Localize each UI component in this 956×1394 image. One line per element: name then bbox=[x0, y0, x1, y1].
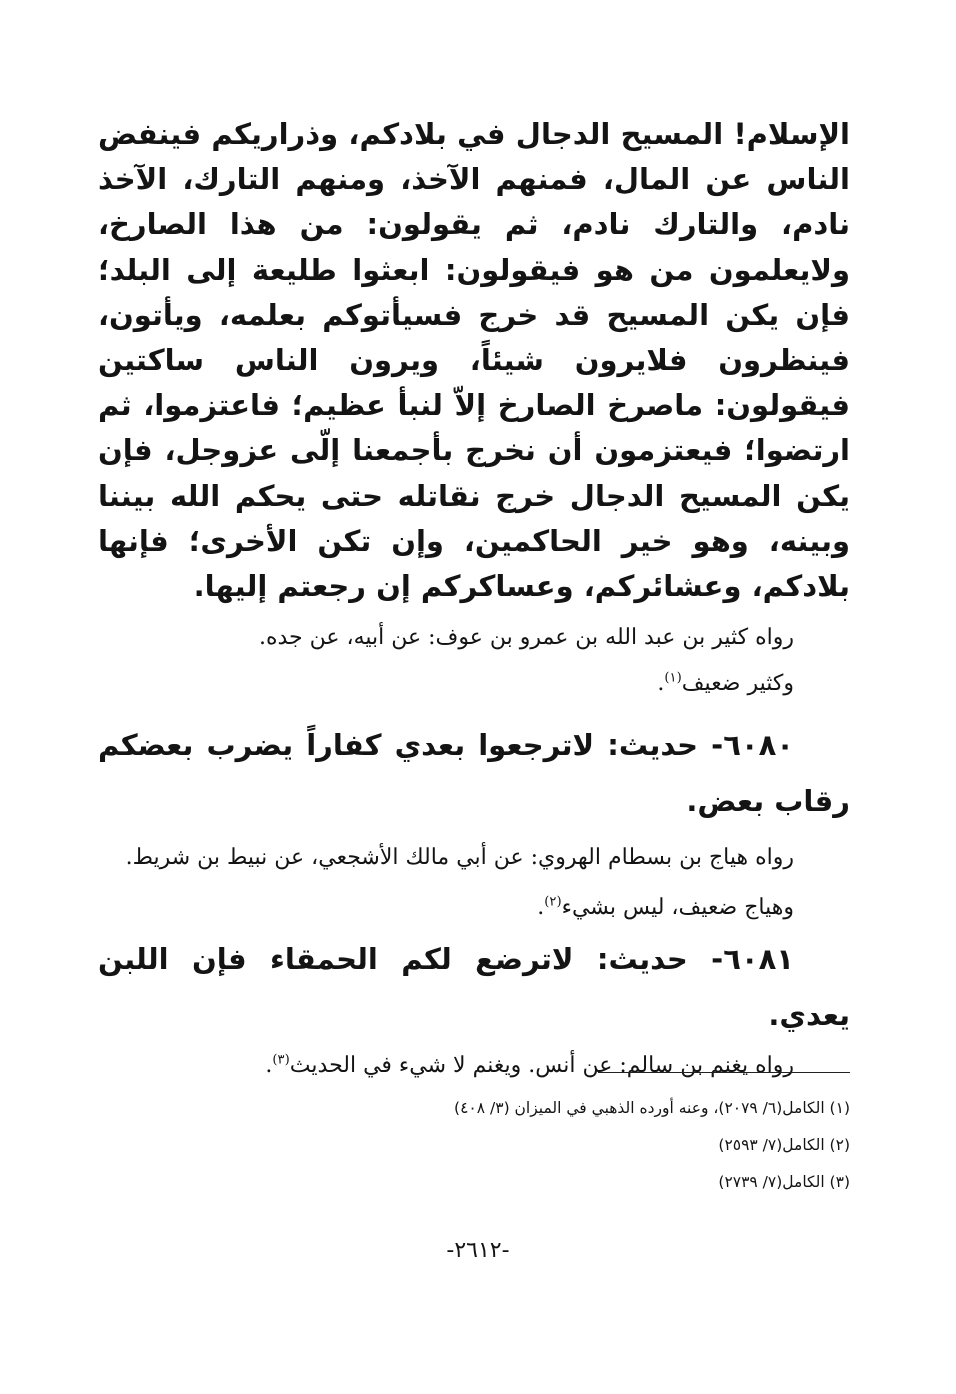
footnote-1: (١) الكامل(٦/ ٢٠٧٩)، وعنه أورده الذهبي في الميزان (٣/ ٤٠٨) bbox=[454, 1099, 850, 1117]
grading-2-end: . bbox=[537, 895, 545, 921]
grading-1-end: . bbox=[657, 671, 665, 697]
hadith-6080: ٦٠٨٠- حديث: لاترجعوا بعدي كفاراً يضرب بعضكم رقاب بعض. bbox=[98, 728, 850, 819]
footnotes bbox=[350, 1090, 850, 1201]
narration-1: رواه كثير بن عبد الله بن عمرو بن عوف: عن أبيه، عن جده. bbox=[258, 625, 794, 651]
footnote-ref-1: (١) bbox=[664, 670, 682, 686]
grading-2 bbox=[98, 885, 850, 931]
page-number: -٢٦١٢- bbox=[446, 1238, 510, 1263]
footnote-3: (٣) الكامل(٧/ ٢٧٣٩) bbox=[718, 1173, 850, 1191]
narration-2: رواه هياج بن بسطام الهروي: عن أبي مالك الأشجعي، عن نبيط بن شريط. bbox=[125, 845, 794, 871]
grading-2-text: وهياج ضعيف، ليس بشيء bbox=[561, 895, 794, 921]
narration-3-text: رواه يغنم بن سالم: عن أنس. ويغنم لا شيء في الحديث bbox=[289, 1053, 794, 1079]
main-text-column bbox=[98, 112, 850, 1089]
narration-3 bbox=[98, 1043, 850, 1089]
hadith-continuation-paragraph: الإسلام! المسيح الدجال في بلادكم، وذراريكم فينفض الناس عن المال، فمنهم الآخذ، ومنهم التارك، الآخذ نادم، والتارك نادم، ثم يقولون: من هذا الصارخ، ولايعلمون من هو فيقولون: ابعثوا طليعة إلى البلد؛ فإن يكن المسيح قد خرج فسيأتوكم بعلمه، ويأتون، فينظرون فلايرون شيئاً، ويرون الناس ساكتين فيقولون: ماصرخ الصارخ إلاّ لنبأ عظيم؛ فاعتزموا، ثم ارتضوا؛ فيعتزمون أن نخرج بأجمعنا إلّى عزوجل، فإن يكن المسيح الدجال خرج نقاتله حتى يحكم الله بيننا وبينه، وهو خير الحاكمين، وإن تكن الأخرى؛ فإنها بلادكم، وعشائركم، وعساكركم إن رجعتم إليها. bbox=[98, 117, 850, 604]
footnote-ref-3: (٣) bbox=[272, 1052, 290, 1068]
footnote-2: (٢) الكامل(٧/ ٢٥٩٣) bbox=[718, 1136, 850, 1154]
narration-3-end: . bbox=[265, 1053, 273, 1079]
grading-1 bbox=[98, 661, 850, 707]
footnote-ref-2: (٢) bbox=[544, 894, 562, 910]
grading-1-text: وكثير ضعيف bbox=[681, 671, 794, 697]
footnote-separator bbox=[598, 1072, 850, 1073]
hadith-6081: ٦٠٨١- حديث: لاترضع لكم الحمقاء فإن اللبن يعدي. bbox=[98, 942, 850, 1033]
